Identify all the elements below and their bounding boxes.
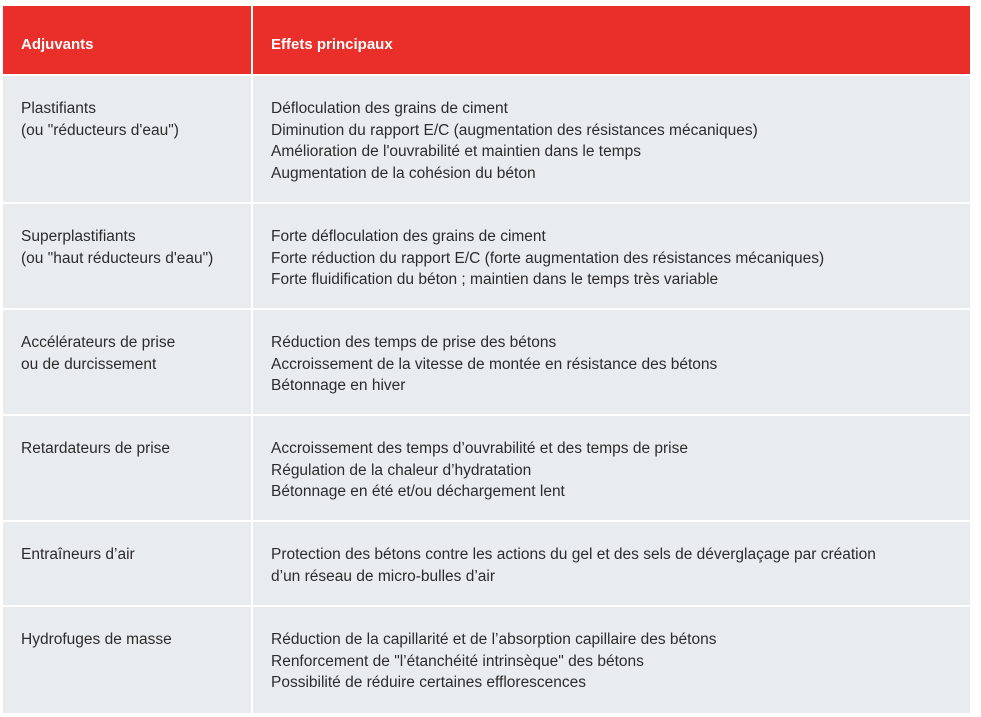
effect-line: Bétonnage en hiver [271, 377, 406, 394]
effect-line: Réduction des temps de prise des bétons [271, 334, 557, 351]
adjuvant-name-line: Accélérateurs de prise [21, 334, 176, 351]
effect-line: d’un réseau de micro-bulles d’air [271, 567, 496, 585]
effect-line: Augmentation de la cohésion du béton [271, 164, 536, 182]
effect-line: Accroissement de la vitesse de montée en résistance des bétons [271, 355, 718, 373]
effect-line: Accroissement des temps d’ouvrabilité et des temps de prise [271, 440, 688, 457]
adjuvant-name [3, 76, 253, 202]
effect-line: Forte fluidification du béton ; maintien dans le temps très variable [271, 271, 719, 288]
table-row [3, 416, 970, 522]
adjuvant-effects [253, 310, 970, 414]
effect-line: Défloculation des grains de ciment [271, 100, 508, 117]
table-row [3, 607, 970, 713]
effect-line: Possibilité de réduire certaines efflorescences [271, 674, 587, 691]
header-effets-principaux: Effets principaux [271, 36, 393, 53]
adjuvant-effects [253, 522, 970, 605]
adjuvant-name-line: Entraîneurs d’air [21, 546, 135, 563]
adjuvant-name [3, 310, 253, 414]
header-adjuvants: Adjuvants [3, 6, 253, 74]
adjuvant-effects [253, 607, 970, 713]
adjuvant-effects [253, 204, 970, 308]
effect-line: Amélioration de l'ouvrabilité et maintien dans le temps [271, 143, 641, 160]
table-header-row [3, 6, 970, 76]
effect-line: Diminution du rapport E/C (augmentation des résistances mécaniques) [271, 121, 758, 139]
admixtures-table [3, 6, 970, 713]
adjuvant-name [3, 607, 253, 713]
effect-line: Régulation de la chaleur d’hydratation [271, 461, 532, 479]
effect-line: Protection des bétons contre les actions du gel et des sels de déverglaçage par création [271, 546, 876, 563]
adjuvant-name [3, 204, 253, 308]
adjuvant-name-line: ou de durcissement [21, 355, 157, 373]
effect-line: Forte réduction du rapport E/C (forte augmentation des résistances mécaniques) [271, 249, 825, 267]
adjuvant-name [3, 522, 253, 605]
adjuvant-name [3, 416, 253, 520]
table-row [3, 204, 970, 310]
adjuvant-name-line: Plastifiants [21, 100, 96, 117]
adjuvant-name-line: Hydrofuges de masse [21, 631, 172, 648]
adjuvant-name-line: (ou "réducteurs d'eau") [21, 121, 179, 139]
effect-line: Réduction de la capillarité et de l’absorption capillaire des bétons [271, 631, 717, 648]
effect-line: Renforcement de "l’étanchéité intrinsèque" des bétons [271, 652, 644, 670]
table-row [3, 310, 970, 416]
adjuvant-name-line: Retardateurs de prise [21, 440, 171, 457]
table-row [3, 76, 970, 204]
adjuvant-effects [253, 416, 970, 520]
adjuvant-name-line: Superplastifiants [21, 228, 136, 245]
table-row [3, 522, 970, 607]
adjuvant-effects [253, 76, 970, 202]
adjuvant-name-line: (ou "haut réducteurs d'eau") [21, 249, 214, 267]
effect-line: Bétonnage en été et/ou déchargement lent [271, 483, 565, 500]
effect-line: Forte défloculation des grains de ciment [271, 228, 546, 245]
